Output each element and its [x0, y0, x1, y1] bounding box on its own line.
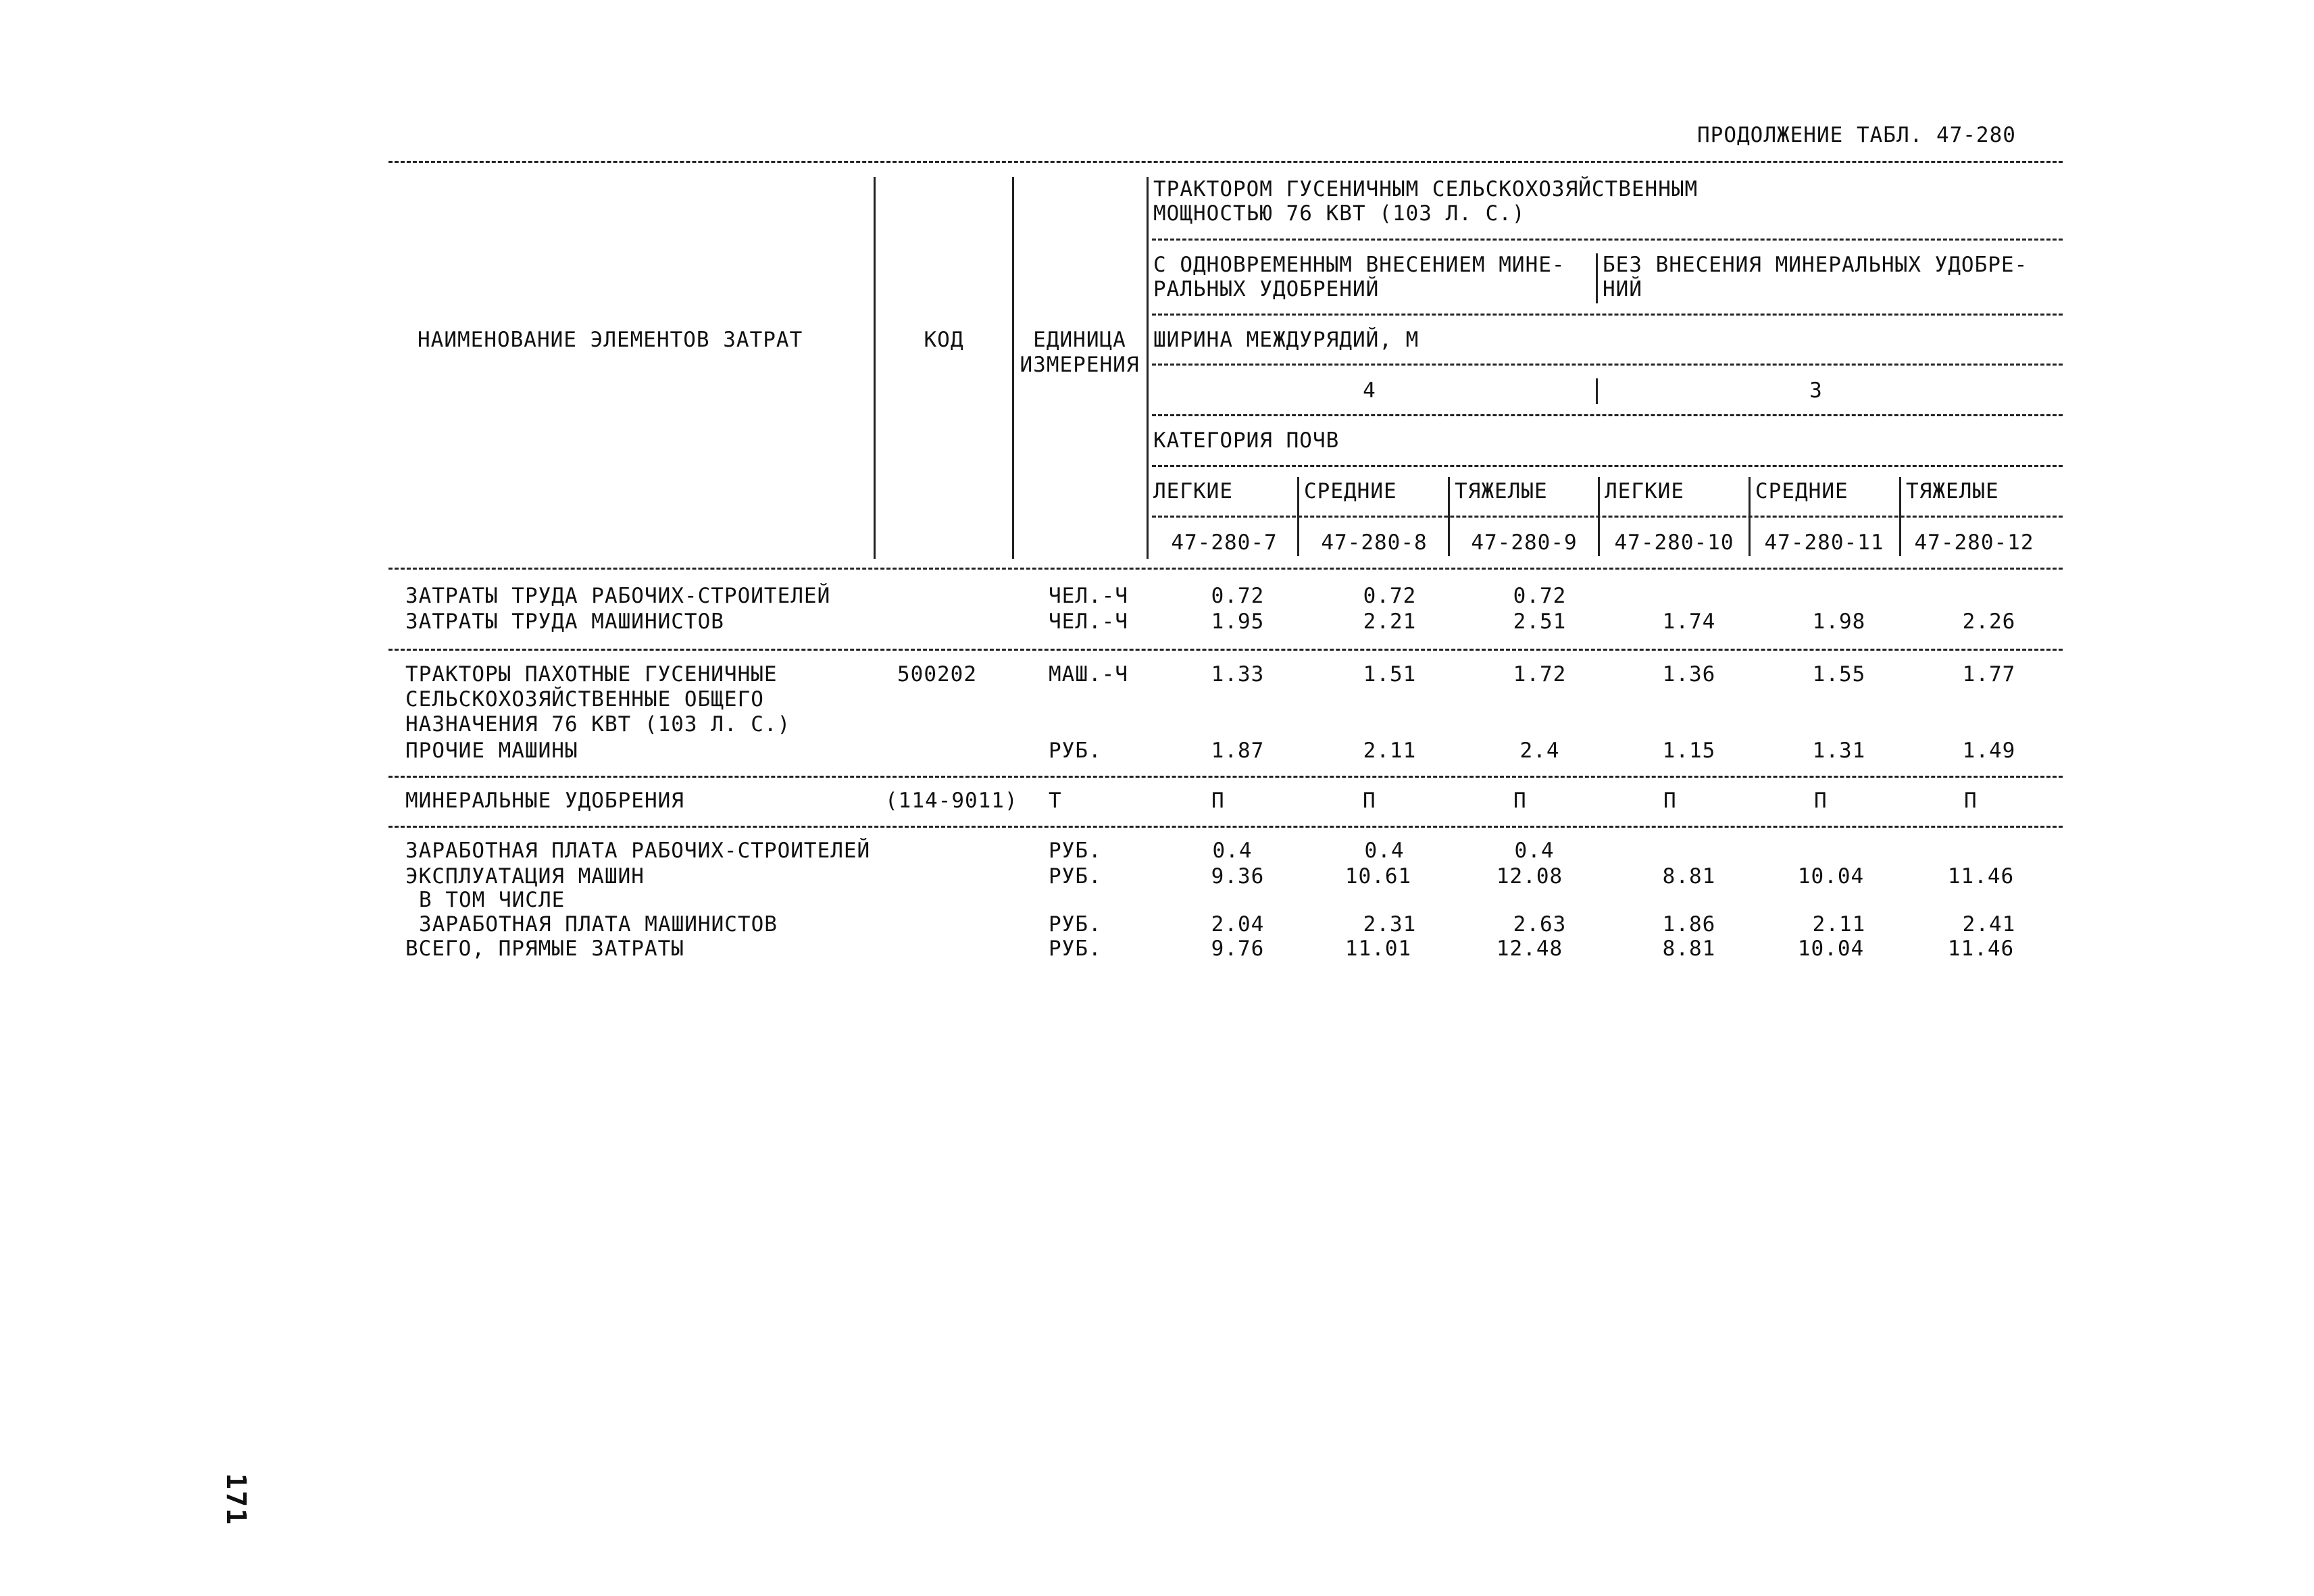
row-value: 2.04	[1211, 912, 1265, 937]
header-main-title-2: МОЩНОСТЬЮ 76 КВТ (103 Л. С.)	[1153, 201, 1526, 226]
rule-header-5	[1152, 465, 2063, 467]
row-unit: ЧЕЛ.-Ч	[1049, 609, 1128, 634]
row-name: ЭКСПЛУАТАЦИЯ МАШИН	[405, 864, 645, 889]
row-value: 2.11	[1363, 739, 1417, 763]
header-unit-1: ЕДИНИЦА	[1033, 328, 1126, 352]
row-name-line-2: СЕЛЬСКОХОЗЯЙСТВЕННЫЕ ОБЩЕГО	[405, 687, 764, 712]
header-width-b: 3	[1809, 378, 1823, 403]
row-value: 12.48	[1496, 937, 1563, 961]
row-value: 2.63	[1513, 912, 1567, 937]
row-value: 2.4	[1519, 739, 1560, 763]
row-value: 0.4	[1514, 839, 1555, 863]
rule-section-1	[388, 649, 2063, 651]
row-value: 2.11	[1812, 912, 1866, 937]
vbar-name-code	[874, 177, 876, 559]
header-width-a: 4	[1363, 378, 1376, 403]
row-unit: РУБ.	[1049, 937, 1102, 961]
row-value: П	[1964, 789, 1978, 813]
row-value: П	[1513, 789, 1527, 813]
row-name: МИНЕРАЛЬНЫЕ УДОБРЕНИЯ	[405, 789, 684, 813]
row-value: 1.36	[1662, 662, 1716, 687]
vbar-soil-2	[1448, 477, 1450, 556]
vbar-soil-5	[1899, 477, 1901, 556]
header-group-a-2: РАЛЬНЫХ УДОБРЕНИЙ	[1153, 277, 1380, 301]
row-value: 11.46	[1947, 864, 2015, 889]
row-value: 0.72	[1513, 584, 1567, 608]
row-value: 11.01	[1344, 937, 1412, 961]
vbar-unit-data	[1147, 177, 1149, 559]
header-name: НАИМЕНОВАНИЕ ЭЛЕМЕНТОВ ЗАТРАТ	[418, 328, 803, 352]
row-value: П	[1211, 789, 1225, 813]
row-value: 12.08	[1496, 864, 1563, 889]
row-value: П	[1814, 789, 1828, 813]
header-soil-5: СРЕДНИЕ	[1755, 479, 1848, 503]
row-name-line-3: НАЗНАЧЕНИЯ 76 КВТ (103 Л. С.)	[405, 712, 791, 737]
row-value: 1.15	[1662, 739, 1716, 763]
row-value: 2.51	[1513, 609, 1567, 634]
row-value: 8.81	[1662, 864, 1716, 889]
row-unit: РУБ.	[1049, 839, 1102, 863]
header-main-title-1: ТРАКТОРОМ ГУСЕНИЧНЫМ СЕЛЬСКОХОЗЯЙСТВЕННЫМ	[1153, 177, 1699, 201]
vbar-code-unit	[1012, 177, 1014, 559]
rule-header-bottom	[388, 568, 2063, 570]
row-value: 11.46	[1947, 937, 2015, 961]
row-value: П	[1663, 789, 1677, 813]
row-value: 0.4	[1212, 839, 1253, 863]
row-unit: РУБ.	[1049, 912, 1102, 937]
row-value: 2.31	[1363, 912, 1417, 937]
row-value: 10.61	[1344, 864, 1412, 889]
row-unit: Т	[1049, 789, 1062, 813]
row-value: П	[1363, 789, 1376, 813]
header-code-1: 47-280-7	[1171, 530, 1278, 555]
row-value: 1.95	[1211, 609, 1265, 634]
row-value: 1.33	[1211, 662, 1265, 687]
row-value: 2.21	[1363, 609, 1417, 634]
row-value: 2.41	[1962, 912, 2016, 937]
rule-header-1	[1152, 239, 2063, 241]
row-name: ВСЕГО, ПРЯМЫЕ ЗАТРАТЫ	[405, 937, 684, 961]
header-group-b-2: НИЙ	[1603, 277, 1642, 301]
row-value: 1.51	[1363, 662, 1417, 687]
header-code-3: 47-280-9	[1471, 530, 1578, 555]
row-name: ЗАТРАТЫ ТРУДА РАБОЧИХ-СТРОИТЕЛЕЙ	[405, 584, 831, 608]
rule-top	[388, 161, 2063, 163]
header-group-b-1: БЕЗ ВНЕСЕНИЯ МИНЕРАЛЬНЫХ УДОБРЕ-	[1603, 253, 2028, 277]
header-code-5: 47-280-11	[1764, 530, 1884, 555]
row-name: ЗАТРАТЫ ТРУДА МАШИНИСТОВ	[405, 609, 724, 634]
row-name: ЗАРАБОТНАЯ ПЛАТА РАБОЧИХ-СТРОИТЕЛЕЙ	[405, 839, 871, 863]
header-group-a-1: С ОДНОВРЕМЕННЫМ ВНЕСЕНИЕМ МИНЕ-	[1153, 253, 1565, 277]
header-row-width: ШИРИНА МЕЖДУРЯДИЙ, М	[1153, 328, 1419, 352]
rule-section-2	[388, 776, 2063, 778]
row-name: ЗАРАБОТНАЯ ПЛАТА МАШИНИСТОВ	[419, 912, 778, 937]
row-value: 2.26	[1962, 609, 2016, 634]
row-unit: РУБ.	[1049, 864, 1102, 889]
header-soil-3: ТЯЖЕЛЫЕ	[1455, 479, 1548, 503]
row-unit: ЧЕЛ.-Ч	[1049, 584, 1128, 608]
row-name: ПРОЧИЕ МАШИНЫ	[405, 739, 578, 763]
header-code-6: 47-280-12	[1914, 530, 2034, 555]
header-code: КОД	[924, 328, 964, 352]
vbar-soil-4	[1749, 477, 1751, 556]
header-unit-2: ИЗМЕРЕНИЯ	[1020, 353, 1140, 377]
row-value: 1.55	[1812, 662, 1866, 687]
rule-header-6	[1152, 516, 2063, 518]
row-unit: РУБ.	[1049, 739, 1102, 763]
row-code: (114-9011)	[885, 789, 1018, 813]
row-value: 1.31	[1812, 739, 1866, 763]
header-soil-1: ЛЕГКИЕ	[1153, 479, 1233, 503]
header-soil-2: СРЕДНИЕ	[1304, 479, 1397, 503]
row-value: 1.77	[1962, 662, 2016, 687]
row-name: В ТОМ ЧИСЛЕ	[419, 888, 565, 912]
row-value: 8.81	[1662, 937, 1716, 961]
header-row-soil: КАТЕГОРИЯ ПОЧВ	[1153, 428, 1340, 453]
row-value: 0.72	[1363, 584, 1417, 608]
row-value: 0.72	[1211, 584, 1265, 608]
vbar-soil-1	[1297, 477, 1299, 556]
row-value: 9.36	[1211, 864, 1265, 889]
vbar-width-split	[1596, 378, 1598, 404]
rule-header-3	[1152, 364, 2063, 366]
rule-header-4	[1152, 414, 2063, 416]
row-value: 1.49	[1962, 739, 2016, 763]
row-name: ТРАКТОРЫ ПАХОТНЫЕ ГУСЕНИЧНЫЕ	[405, 662, 778, 687]
page-number: 171	[220, 1473, 251, 1526]
rule-section-3	[388, 826, 2063, 828]
row-code: 500202	[897, 662, 977, 687]
row-value: 9.76	[1211, 937, 1265, 961]
rule-header-2	[1152, 314, 2063, 316]
row-value: 1.74	[1662, 609, 1716, 634]
row-value: 1.86	[1662, 912, 1716, 937]
row-unit: МАШ.-Ч	[1049, 662, 1128, 687]
row-value: 1.98	[1812, 609, 1866, 634]
row-value: 0.4	[1364, 839, 1405, 863]
row-value: 1.72	[1513, 662, 1567, 687]
row-value: 10.04	[1797, 864, 1865, 889]
vbar-group-split	[1596, 253, 1598, 303]
header-soil-4: ЛЕГКИЕ	[1605, 479, 1684, 503]
continuation-caption: ПРОДОЛЖЕНИЕ ТАБЛ. 47-280	[1697, 123, 2016, 147]
header-code-4: 47-280-10	[1614, 530, 1734, 555]
header-soil-6: ТЯЖЕЛЫЕ	[1906, 479, 1999, 503]
row-value: 10.04	[1797, 937, 1865, 961]
header-code-2: 47-280-8	[1321, 530, 1428, 555]
vbar-soil-3	[1598, 477, 1600, 556]
row-value: 1.87	[1211, 739, 1265, 763]
